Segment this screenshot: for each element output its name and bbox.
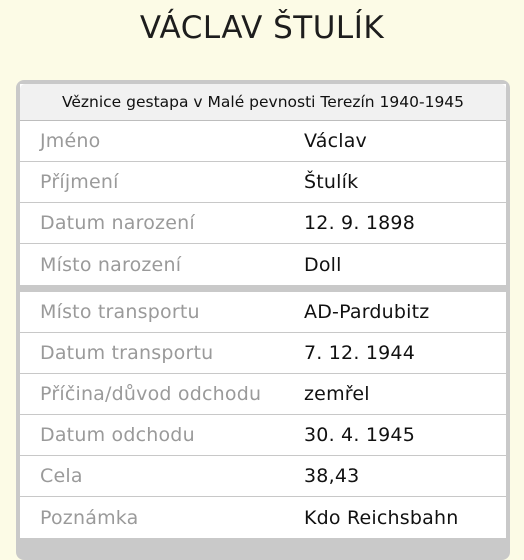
record-row-note bbox=[20, 497, 506, 538]
record-row-transport-date bbox=[20, 333, 506, 374]
row-value: Štulík bbox=[304, 171, 359, 193]
row-label: Datum odchodu bbox=[40, 424, 195, 446]
prisoner-record-card bbox=[16, 80, 510, 560]
row-label: Místo narození bbox=[40, 253, 182, 276]
row-label: Příjmení bbox=[40, 171, 119, 193]
record-row-birth-place bbox=[20, 244, 506, 285]
row-label: Místo transportu bbox=[40, 301, 200, 323]
record-row-cell bbox=[20, 456, 506, 497]
record-header: Věznice gestapa v Malé pevnosti Terezín 1940-1945 bbox=[20, 84, 506, 121]
section-divider bbox=[20, 538, 506, 544]
row-label: Cela bbox=[40, 465, 83, 487]
row-label: Poznámka bbox=[40, 506, 139, 529]
row-value: Kdo Reichsbahn bbox=[304, 506, 459, 529]
record-row-departure-date bbox=[20, 415, 506, 456]
row-value: AD-Pardubitz bbox=[304, 301, 430, 323]
page-title: VÁCLAV ŠTULÍK bbox=[139, 10, 385, 46]
row-label: Datum narození bbox=[40, 212, 195, 234]
row-value: 12. 9. 1898 bbox=[304, 212, 415, 234]
record-row-transport-place bbox=[20, 292, 506, 333]
row-value: 38,43 bbox=[304, 465, 360, 487]
row-label: Datum transportu bbox=[40, 342, 214, 364]
row-label: Příčina/důvod odchodu bbox=[40, 383, 262, 405]
record-row-first-name bbox=[20, 121, 506, 162]
row-value: zemřel bbox=[304, 383, 370, 405]
row-value: 7. 12. 1944 bbox=[304, 342, 415, 364]
record-row-birth-date bbox=[20, 203, 506, 244]
row-label: Jméno bbox=[40, 130, 101, 152]
record-table bbox=[20, 84, 506, 544]
record-row-last-name bbox=[20, 162, 506, 203]
row-value: Václav bbox=[304, 130, 367, 152]
record-row-departure-reason bbox=[20, 374, 506, 415]
row-value: 30. 4. 1945 bbox=[304, 424, 415, 446]
row-value: Doll bbox=[304, 253, 342, 276]
section-divider bbox=[20, 285, 506, 292]
